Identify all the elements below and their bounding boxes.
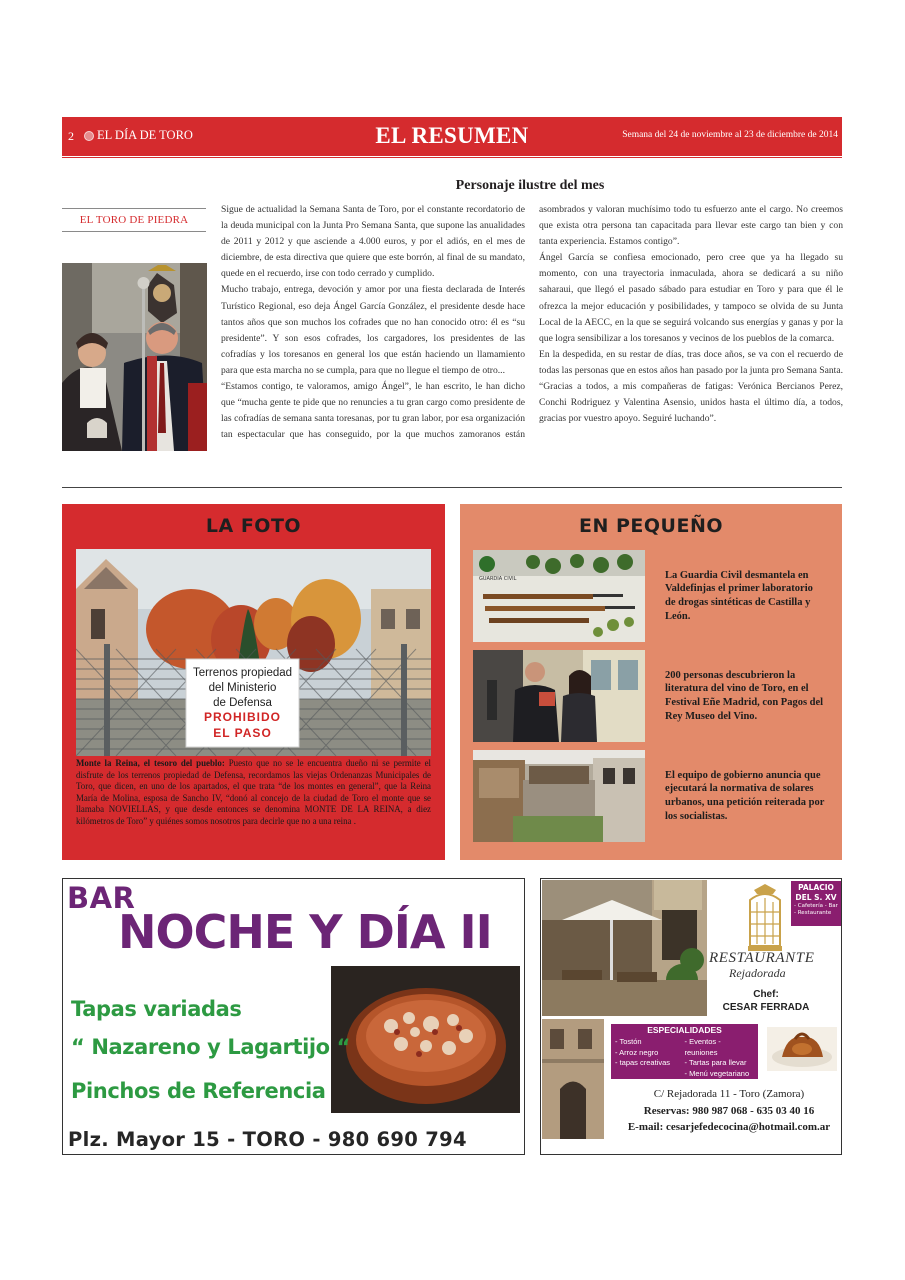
restaurant-dish-photo: [767, 1027, 837, 1071]
news-photo-urban-lot: [473, 750, 645, 842]
restaurant-contact: [615, 1086, 842, 1136]
article-photo: [62, 263, 207, 451]
palace-badge-line: - Cafetería - Bar: [794, 903, 838, 909]
news-item: [473, 750, 833, 842]
restaurant-address: C/ Rejadorada 11 - Toro (Zamora): [653, 1088, 805, 1100]
specialty-item: - Tostón: [615, 1037, 642, 1046]
publication-name: EL DÍA DE TORO: [97, 128, 193, 142]
bar-ad-address: Plz. Mayor 15 - TORO - 980 690 794: [68, 1128, 467, 1151]
article-paragraph: Sigue de actualidad la Semana Santa de Toro, por el constante recordatorio de la deuda municipal con la Junta Pro Semana Santa, que supone las anualidades de 2011 y 2012 y que asciende a 4.000 euros, y por el adiós, en el mes de diciembre, de esta directiva que quiere que este borrón, al final de su mandato, quede en el recuerdo, irse con todo cerrado y cumplido.: [221, 204, 525, 280]
bar-noche-y-dia-ad: [62, 878, 525, 1155]
news-text: El equipo de gobierno anuncia que ejecutará la normativa de solares urbanos, una petición reiterada por los socialistas.: [665, 769, 825, 822]
palace-badge-line: - Restaurante: [794, 910, 832, 916]
news-photo-festival: [473, 650, 645, 742]
octopus-dish-photo: [331, 966, 520, 1113]
news-photo-seized-drugs: [473, 550, 645, 642]
restaurant-subname: Rejadorada: [729, 966, 786, 980]
palace-badge: [791, 881, 841, 926]
article-paragraph: Ángel García se confiesa emocionado, pero cree que ya ha llegado su momento, con una trayectoria inmaculada, ahora se dedicará a su niño saharaui, que llegó el pasado sábado para estudiar en Toro y para que él le ofrezca la mejor educación y posibilidades, y tampoco se olvida de su Junta Local de la AECC, en la que se seguirá volcando sus energías y ganas y por la que logra sensibilizar a los toresanos y vecinos de los pueblos de la comarca.: [539, 252, 843, 344]
article-paragraph: Mucho trabajo, entrega, devoción y amor por una fiesta declarada de Interés Turístico Regional, eso deja Ángel García González, el presidente desde hace tantos años que son muchos los cofrades que no han conocido otro: él es “su presidente”. Y son esos cofrades, los cargadores, los presidentes de las cofradías y los toresanos en general los que están haciendo un llamamiento para que esta marcha no se cumpla, para que no llegue el tiempo de otro...: [221, 284, 525, 376]
article-paragraph: En la despedida, en su restar de días, tras doce años, se va con el recuerdo de todas las personas que en estos años han pasado por la junta pro Semana Santa. “Gracias a todos, a mis compañeras de fatigas: Verónica Bercianos Perez, Conchi Rodriguez y Valentina Asensio, unidos hasta el último día, a todos, gracias por vuestro apoyo. Seguiré luchando”.: [539, 348, 843, 425]
news-item: [473, 650, 833, 742]
bar-ad-specials: “ Nazareno y Lagartijo “: [71, 1035, 351, 1059]
news-thumb-label: GUARDIA CIVIL: [479, 576, 517, 582]
chef-label: Chef:: [753, 989, 779, 1000]
news-text: 200 personas descubrieron la literatura del vino de Toro, en el Festival Eñe Madrid, con Pagos del Rey Museo del Vino.: [665, 669, 824, 722]
palace-badge-title: PALACIO DEL S. XV: [795, 883, 837, 902]
caption-lead: Monte la Reina, el tesoro del pueblo:: [76, 758, 225, 768]
column-label: EL TORO DE PIEDRA: [62, 208, 206, 232]
caption-body: Puesto que no se le encuentra dueño ni se permite el disfrute de los terrenos propiedad de Defensa, recordamos las viejas Ordenanzas Municipales de Toro, que dicen, en uno de los apartados, el que trata “de los montes en general”, que la Reina María de Molina, esposa de Sancho IV, “donó al concejo de la ciudad de Toro el monte que se llamaba NOVIELLAS, y que desde entonces se denomina MONTE DE LA REINA, a diez kilómetros de Toro” y quiénes somos nosotros para decirle que no a una reina .: [76, 758, 431, 826]
specialty-item: - Eventos - reuniones: [684, 1037, 721, 1057]
restaurant-rejadorada-ad: [540, 878, 842, 1155]
restaurant-email: E-mail: cesarjefedecocina@hotmail.com.ar: [627, 1121, 831, 1133]
specialty-item: - Tartas para llevar: [684, 1058, 747, 1067]
sign-line-5: EL PASO: [213, 726, 272, 740]
rejadorada-logo-icon: [746, 884, 784, 954]
en-pequeno-title: EN PEQUEÑO: [578, 515, 723, 537]
article-body: [221, 202, 843, 474]
specialties-box: [611, 1024, 758, 1079]
restaurant-chef: [716, 989, 816, 1014]
specialties-title: ESPECIALIDADES: [647, 1025, 722, 1035]
specialty-item: - tapas creativas: [615, 1058, 671, 1067]
restaurant-courtyard-photo: [542, 880, 707, 1016]
bar-ad-name: NOCHE Y DÍA II: [118, 905, 492, 959]
header-divider: [62, 157, 842, 158]
bar-ad-word: BAR: [67, 881, 136, 915]
la-foto-photo: [76, 549, 431, 756]
article-paragraph: “Estamos contigo, te valoramos, amigo Ángel”, le han escrito, le han dicho que “mucha gente te pide que no renuncies a tu gran cargo como presidente de las cofradías de semana santa toresanas, por tu gran labor, por esa organización tan espectacular que has conseguido, por la que muchos zamoranos están asombrados y valoran muchísimo todo tu esfuerzo ante el cargo. No creemos que exista otra persona tan capacitada para llevar este cargo tan bien y con tanta experiencia. Estamos contigo”.: [221, 204, 843, 441]
specialty-item: - Arroz negro: [615, 1047, 659, 1057]
bar-ad-tapas: Tapas variadas: [71, 997, 242, 1021]
la-foto-box: [62, 504, 445, 860]
specialty-item: - Menú vegetariano: [684, 1068, 750, 1078]
la-foto-title: LA FOTO: [205, 515, 302, 537]
sign-line-4: PROHIBIDO: [203, 710, 282, 724]
page-header-bar: [62, 117, 842, 156]
issue-date: Semana del 24 de noviembre al 23 de diciembre de 2014: [622, 130, 838, 140]
article-heading: Personaje ilustre del mes: [455, 178, 605, 193]
sign-line-3: de Defensa: [213, 697, 272, 709]
news-text: La Guardia Civil desmantela en Valdefinjas el primer laboratorio de drogas sintéticas de Castilla y León.: [665, 569, 813, 622]
en-pequeno-box: [460, 504, 842, 860]
bar-ad-pinchos: Pinchos de Referencia: [71, 1079, 326, 1103]
page-number: 2: [68, 129, 74, 143]
restaurant-name: RESTAURANTE: [709, 950, 815, 966]
sign-line-2: del Ministerio: [208, 682, 277, 694]
restaurant-phones: Reservas: 980 987 068 - 635 03 40 16: [643, 1104, 815, 1117]
sign-line-1: Terrenos propiedad: [192, 667, 293, 679]
chef-name: CESAR FERRADA: [722, 1001, 810, 1013]
news-item: [473, 550, 833, 642]
section-title: EL RESUMEN: [375, 123, 529, 148]
restaurant-facade-photo: [542, 1019, 604, 1139]
section-divider: [62, 487, 842, 488]
la-foto-caption: [76, 758, 431, 828]
